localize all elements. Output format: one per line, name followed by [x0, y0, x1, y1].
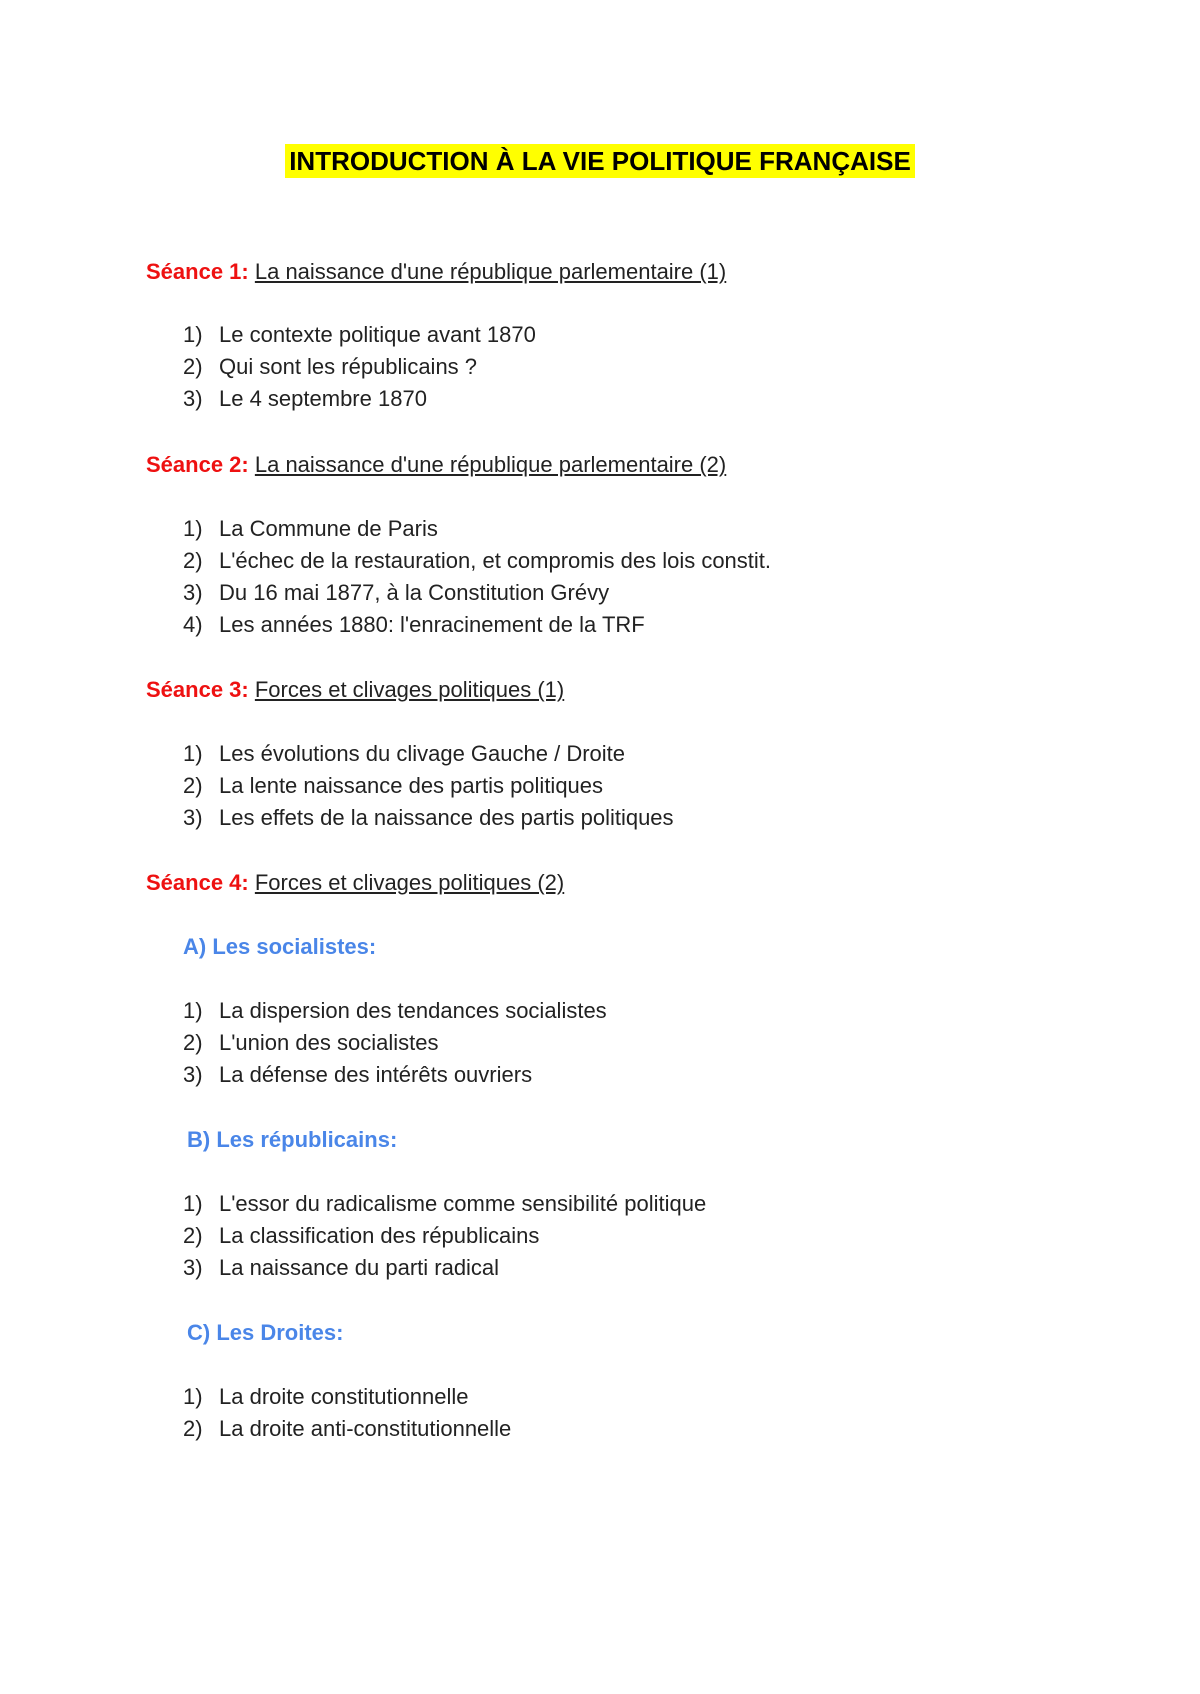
item-text: Le contexte politique avant 1870 — [219, 322, 536, 347]
seance-4-heading — [146, 869, 564, 897]
item-text: La classification des républicains — [219, 1223, 540, 1248]
list-item — [183, 772, 603, 800]
list-item — [183, 740, 625, 768]
seance-title: La naissance d'une république parlementaire (2) — [254, 452, 727, 477]
item-number: 3) — [183, 386, 203, 411]
list-item — [183, 1061, 532, 1089]
list-item — [183, 611, 645, 639]
item-text: La naissance du parti radical — [219, 1255, 500, 1280]
item-number: 2) — [183, 1416, 203, 1441]
item-text: Les effets de la naissance des partis politiques — [219, 805, 674, 830]
list-item — [183, 385, 427, 413]
item-number: 1) — [183, 322, 203, 347]
item-number: 3) — [183, 805, 203, 830]
item-text: La droite constitutionnelle — [219, 1384, 469, 1409]
item-text: La dispersion des tendances socialistes — [219, 998, 607, 1023]
item-number: 2) — [183, 548, 203, 573]
seance-label: Séance 4: — [146, 870, 249, 895]
item-number: 1) — [183, 741, 203, 766]
list-item — [183, 1383, 469, 1411]
item-number: 1) — [183, 1384, 203, 1409]
list-item — [183, 353, 477, 381]
list-item — [183, 1222, 539, 1250]
item-number: 2) — [183, 773, 203, 798]
item-number: 1) — [183, 998, 203, 1023]
item-text: L'échec de la restauration, et compromis des lois constit. — [219, 548, 772, 573]
item-number: 3) — [183, 580, 203, 605]
list-item — [183, 1190, 706, 1218]
seance-1-heading — [146, 258, 726, 286]
item-text: La lente naissance des partis politiques — [219, 773, 604, 798]
seance-label: Séance 3: — [146, 677, 249, 702]
item-number: 1) — [183, 516, 203, 541]
item-text: Les évolutions du clivage Gauche / Droite — [219, 741, 626, 766]
item-number: 3) — [183, 1062, 203, 1087]
title-container — [0, 144, 1200, 178]
document-title: INTRODUCTION À LA VIE POLITIQUE FRANÇAISE — [285, 144, 915, 178]
list-item — [183, 579, 609, 607]
item-text: Le 4 septembre 1870 — [219, 386, 427, 411]
list-item — [183, 321, 536, 349]
list-item — [183, 1254, 499, 1282]
seance-title: Forces et clivages politiques (1) — [254, 677, 565, 702]
item-text: La Commune de Paris — [219, 516, 438, 541]
subsection-heading-droites: C) Les Droites: — [187, 1320, 344, 1345]
item-number: 1) — [183, 1191, 203, 1216]
item-text: Qui sont les républicains ? — [219, 354, 478, 379]
subsection-heading-republicains: B) Les républicains: — [187, 1127, 398, 1152]
seance-title: Forces et clivages politiques (2) — [254, 870, 565, 895]
seance-2-heading — [146, 451, 726, 479]
list-item — [183, 515, 438, 543]
item-text: La droite anti-constitutionnelle — [219, 1416, 512, 1441]
item-text: La défense des intérêts ouvriers — [219, 1062, 533, 1087]
list-item — [183, 997, 607, 1025]
item-number: 2) — [183, 1223, 203, 1248]
item-number: 3) — [183, 1255, 203, 1280]
seance-3-heading — [146, 676, 564, 704]
list-item — [183, 1415, 511, 1443]
list-item — [183, 804, 674, 832]
subsection-heading-socialistes: A) Les socialistes: — [183, 934, 377, 959]
item-text: Du 16 mai 1877, à la Constitution Grévy — [219, 580, 610, 605]
item-number: 4) — [183, 612, 203, 637]
item-text: L'union des socialistes — [219, 1030, 439, 1055]
list-item — [183, 547, 771, 575]
seance-title: La naissance d'une république parlementaire (1) — [254, 259, 727, 284]
seance-label: Séance 2: — [146, 452, 249, 477]
seance-label: Séance 1: — [146, 259, 249, 284]
item-text: Les années 1880: l'enracinement de la TRF — [219, 612, 645, 637]
item-text: L'essor du radicalisme comme sensibilité politique — [219, 1191, 707, 1216]
item-number: 2) — [183, 1030, 203, 1055]
list-item — [183, 1029, 438, 1057]
item-number: 2) — [183, 354, 203, 379]
